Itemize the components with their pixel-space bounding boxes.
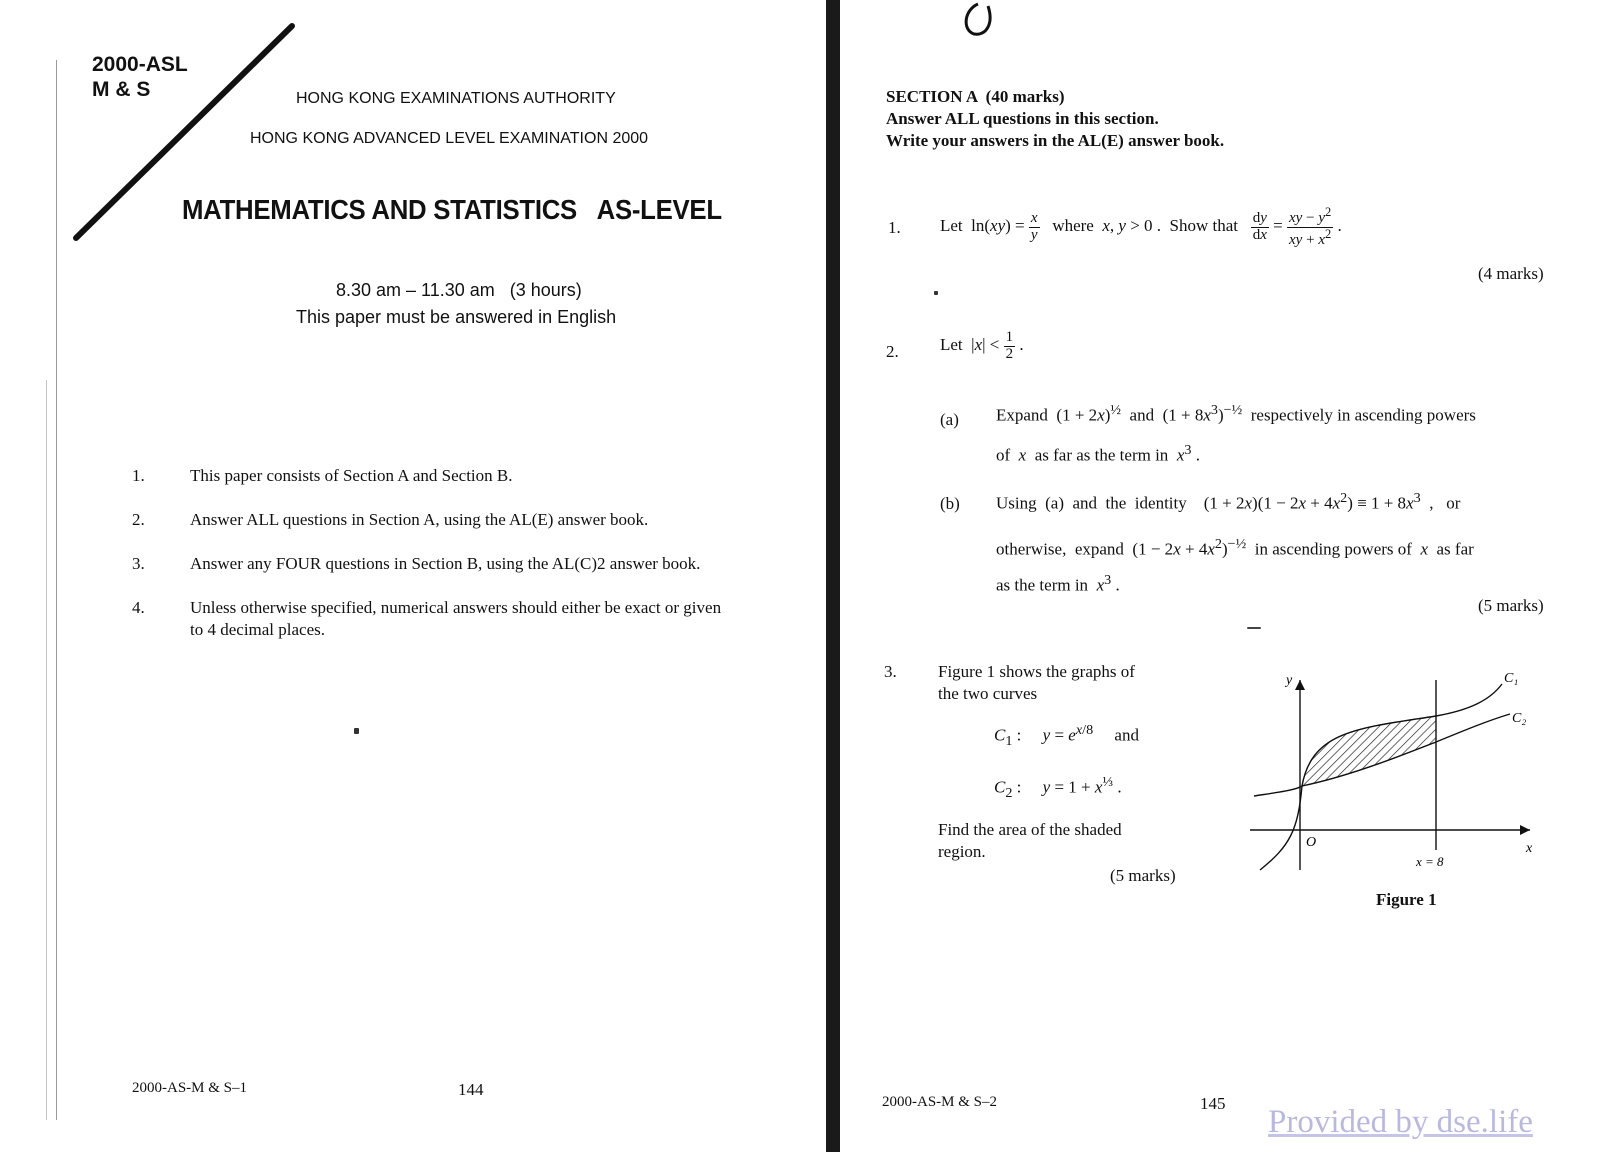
question-3-marks: (5 marks)	[1110, 866, 1176, 885]
instruction-number: 2.	[132, 510, 145, 529]
curve-c2-label: C₂	[1512, 711, 1527, 726]
question-2-part-b-text: Using (a) and the identity $(1 + 2x)(1 - 2x + 4x^2) \equiv 1 + 8x^3$ , or	[996, 490, 1461, 513]
authority-heading: HONG KONG EXAMINATIONS AUTHORITY	[296, 90, 616, 107]
page-number-left: 144	[458, 1080, 484, 1099]
hole-punch-mark	[960, 0, 1000, 40]
instruction-text: Unless otherwise specified, numerical answers should either be exact or given	[190, 598, 722, 617]
instruction-text: to 4 decimal places.	[190, 620, 326, 639]
question-3-text: Figure 1 shows the graphs of	[938, 662, 1135, 681]
paper-title: MATHEMATICS AND STATISTICS AS-LEVEL	[182, 194, 722, 225]
left-margin-rule	[56, 60, 57, 1120]
binding-gutter	[826, 0, 840, 1152]
paper-code-line2: M & S	[92, 78, 151, 101]
y-axis-arrow	[1295, 680, 1305, 690]
instruction-text: Answer any FOUR questions in Section B, using the AL(C)2 answer book.	[190, 554, 701, 573]
figure-1-caption: Figure 1	[1376, 890, 1437, 909]
question-3-text-2: the two curves	[938, 684, 1038, 703]
question-2-marks: (5 marks)	[1478, 596, 1544, 615]
exam-heading: HONG KONG ADVANCED LEVEL EXAMINATION 2000	[250, 130, 649, 147]
curve-c1-equation: $C_1$ : $y = e^{x/8}$ and	[994, 722, 1139, 750]
question-2-part-b-text-3: as the term in $x^3$ .	[996, 572, 1120, 595]
instruction-text: Answer ALL questions in Section A, using the AL(E) answer book.	[190, 510, 649, 529]
curve-c1	[1260, 684, 1502, 870]
paper-code	[92, 52, 188, 102]
ink-speck	[1247, 627, 1261, 629]
instruction-number: 1.	[132, 466, 145, 485]
paper-code-line1: 2000-ASL	[92, 53, 188, 76]
curve-c2-equation: $C_2$ : $y = 1 + x^{\frac{1}{3}}$ .	[994, 774, 1122, 802]
section-a-header	[886, 86, 1224, 152]
x-axis-arrow	[1520, 825, 1530, 835]
page-number-right: 145	[1200, 1094, 1226, 1113]
footer-code-right: 2000-AS-M & S–2	[882, 1094, 998, 1110]
x8-label: x = 8	[1416, 854, 1444, 869]
section-title: SECTION A (40 marks)	[886, 87, 1065, 106]
figure-1-graph	[1240, 670, 1540, 880]
question-number: 2.	[886, 342, 899, 361]
section-instruction: Answer ALL questions in this section.	[886, 109, 1159, 128]
axis-label-x: x	[1526, 841, 1533, 856]
footer-code-left: 2000-AS-M & S–1	[132, 1080, 248, 1096]
question-2-part-a-text-2: of x as far as the term in $x^3$ .	[996, 442, 1200, 465]
question-2-part-a-text: Expand $(1 + 2x)^{\frac{1}{2}}$ and $(1 + 8x^3)^{-\frac{1}{2}}$ respectively in ascending powers	[996, 402, 1476, 425]
question-3-find: Find the area of the shaded	[938, 820, 1122, 839]
instruction-text: This paper consists of Section A and Section B.	[190, 466, 513, 485]
origin-label: O	[1306, 835, 1317, 850]
left-margin-rule-2	[46, 380, 47, 1120]
question-3-find-2: region.	[938, 842, 986, 861]
question-2-statement: Let |x| < $\frac{1}{2}$ .	[940, 329, 1024, 362]
language-note: This paper must be answered in English	[296, 307, 617, 327]
question-2-part-b-text-2: otherwise, expand $(1 - 2x + 4x^2)^{-\frac{1}{2}}$ in ascending powers of x as far	[996, 536, 1474, 559]
question-number: 1.	[888, 218, 901, 237]
question-number: 3.	[884, 662, 897, 681]
exam-time: 8.30 am – 11.30 am (3 hours)	[336, 280, 582, 300]
curve-c1-label: C₁	[1504, 671, 1519, 686]
watermark-link[interactable]: Provided by dse.life	[1268, 1104, 1533, 1140]
instruction-number: 4.	[132, 598, 145, 617]
question-1-marks: (4 marks)	[1478, 264, 1544, 283]
question-1-statement: Let ln(xy) = $\frac{x}{y}$ where x, y > 0 . Show that $\frac{dy}{dx}$ = $\frac{xy - y^2}{xy + x^2}$ .	[940, 205, 1342, 248]
ink-speck	[934, 291, 938, 295]
question-2-part-a-label: (a)	[940, 410, 959, 429]
section-instruction: Write your answers in the AL(E) answer book.	[886, 131, 1225, 150]
axis-label-y: y	[1286, 673, 1293, 688]
instruction-number: 3.	[132, 554, 145, 573]
question-2-part-b-label: (b)	[940, 494, 960, 513]
ink-speck	[354, 728, 359, 734]
